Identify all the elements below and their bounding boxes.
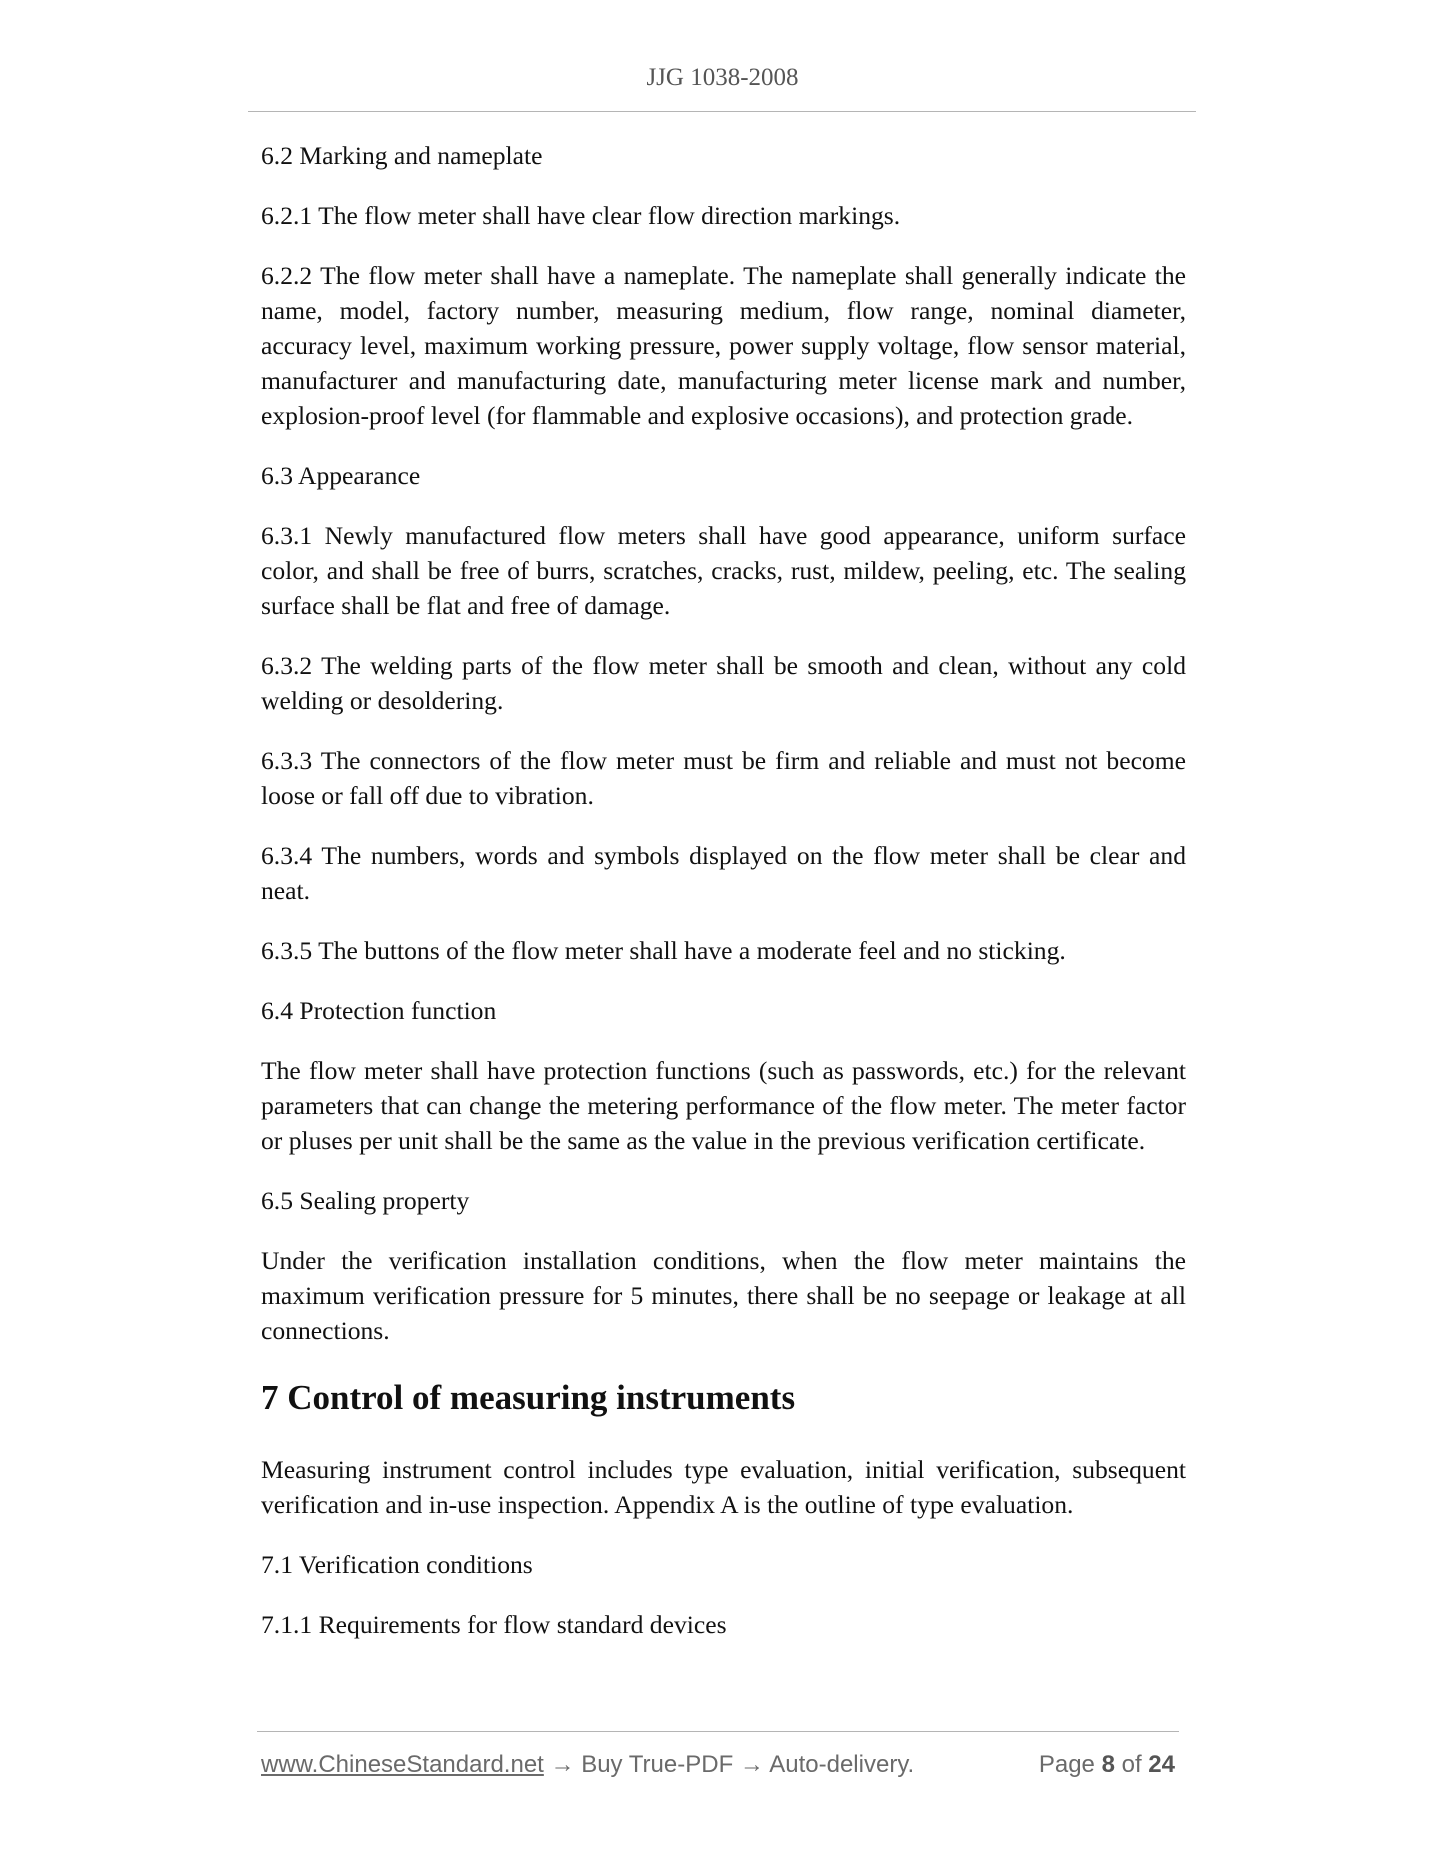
paragraph-6-4: The flow meter shall have protection functions (such as passwords, etc.) for the relevant parameters that can change the metering performance of the flow meter. The meter factor or pluses per unit shall be the same as the value in the previous verification certificate. [261, 1056, 1186, 1155]
of-label: of [1121, 1751, 1142, 1778]
paragraph-6-2-2: 6.2.2 The flow meter shall have a nameplate. The nameplate shall generally indicate the name, model, factory number, measuring medium, flow range, nominal diameter, accuracy level, maximum working pressure, power supply voltage, flow sensor material, manufacturer and manufacturing date, manufacturing meter license mark and number, explosion-proof level (for flammable and explosive occasions), and protection grade. [261, 261, 1186, 430]
paragraph-6-3-2: 6.3.2 The welding parts of the flow meter shall be smooth and clean, without any cold welding or desoldering. [261, 651, 1186, 715]
paragraph-7: Measuring instrument control includes type evaluation, initial verification, subsequent verification and in-use inspection. Appendix A is the outline of type evaluation. [261, 1455, 1186, 1519]
paragraph-6-2-1: 6.2.1 The flow meter shall have clear flow direction markings. [261, 201, 901, 230]
website-link[interactable]: www.ChineseStandard.net [261, 1751, 544, 1778]
paragraph-6-3-1: 6.3.1 Newly manufactured flow meters shall have good appearance, uniform surface color, and shall be free of burrs, scratches, cracks, rust, mildew, peeling, etc. The sealing surface shall be flat and free of damage. [261, 521, 1186, 620]
buy-true-pdf-text: Buy True-PDF [581, 1751, 734, 1778]
page-total: 24 [1148, 1751, 1175, 1778]
page-indicator [1039, 1748, 1175, 1782]
running-header-title: JJG 1038-2008 [646, 64, 799, 91]
paragraph-7-1-1: 7.1.1 Requirements for flow standard devices [261, 1610, 727, 1639]
paragraph-6-3-5: 6.3.5 The buttons of the flow meter shall have a moderate feel and no sticking. [261, 936, 1066, 965]
page-label: Page [1038, 1751, 1095, 1778]
paragraph-6-3-4: 6.3.4 The numbers, words and symbols displayed on the flow meter shall be clear and neat. [261, 841, 1186, 905]
footer-divider [257, 1731, 1179, 1732]
page-number: 8 [1101, 1751, 1115, 1778]
page-footer [261, 1748, 1179, 1782]
arrow-right-icon: → [739, 1751, 764, 1778]
section-heading-6-3: 6.3 Appearance [261, 461, 421, 490]
section-heading-6-2: 6.2 Marking and nameplate [261, 141, 543, 170]
header-divider [248, 111, 1196, 112]
section-heading-6-4: 6.4 Protection function [261, 996, 497, 1025]
paragraph-6-3-3: 6.3.3 The connectors of the flow meter must be firm and reliable and must not become loose or fall off due to vibration. [261, 746, 1186, 810]
arrow-right-icon: → [550, 1751, 575, 1778]
section-heading-6-5: 6.5 Sealing property [261, 1186, 470, 1215]
document-body [261, 138, 1186, 1667]
footer-promo [261, 1748, 914, 1782]
chapter-heading-7: 7 Control of measuring instruments [261, 1378, 796, 1417]
section-heading-7-1: 7.1 Verification conditions [261, 1550, 533, 1579]
paragraph-6-5: Under the verification installation conditions, when the flow meter maintains the maximum verification pressure for 5 minutes, there shall be no seepage or leakage at all connections. [261, 1246, 1186, 1345]
auto-delivery-text: Auto-delivery. [769, 1751, 915, 1778]
